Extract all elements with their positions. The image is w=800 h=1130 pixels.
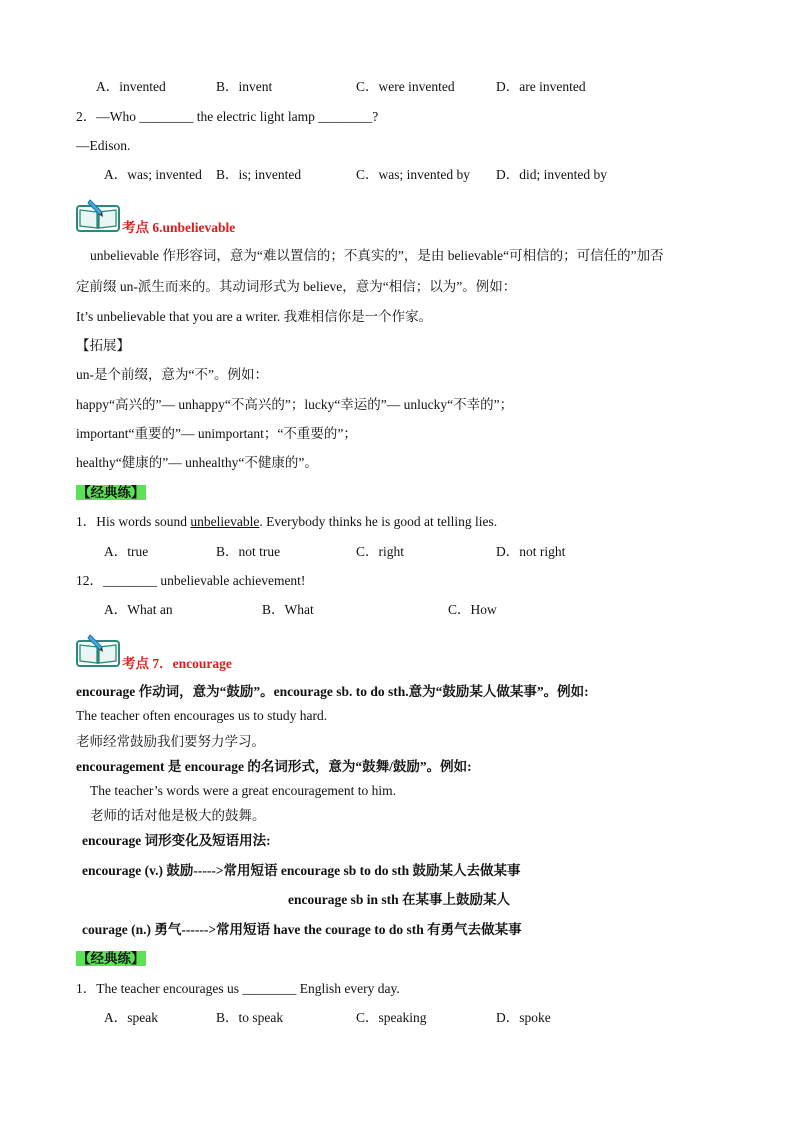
- question-stem: 1．The teacher encourages us ________ English every day.: [76, 981, 400, 996]
- option-b: B．What: [262, 602, 314, 617]
- option-d: D．did; invented by: [496, 167, 607, 182]
- drill-tag: 【经典练】: [77, 485, 145, 500]
- option-b: B．invent: [216, 79, 273, 94]
- paragraph-line: 定前缀 un-派生而来的。其动词形式为 believe，意为“相信；以为”。例如：: [76, 279, 517, 294]
- option-d: D．not right: [496, 544, 566, 559]
- usage-line: encourage (v.) 鼓励----->常用短语 encourage sb to do sth 鼓励某人去做某事: [82, 863, 521, 878]
- question-stem: 2．—Who ________ the electric light lamp ________?: [76, 109, 379, 124]
- example-sentence: The teacher’s words were a great encouragement to him.: [90, 783, 396, 798]
- definition-line: encourage 作动词，意为“鼓励”。encourage sb. to do sth.意为“鼓励某人做某事”。例如:: [76, 684, 589, 699]
- option-a: A．invented: [96, 79, 166, 94]
- option-d: D．spoke: [496, 1010, 551, 1025]
- extension-line: happy“高兴的”— unhappy“不高兴的”；lucky“幸运的”— unlucky“不幸的”；: [76, 397, 514, 412]
- usage-line: encourage sb in sth 在某事上鼓励某人: [288, 892, 511, 907]
- extension-line: healthy“健康的”— unhealthy“不健康的”。: [76, 455, 318, 470]
- extension-line: un-是个前缀，意为“不”。例如：: [76, 367, 268, 382]
- option-a: A．was; invented: [104, 167, 202, 182]
- book-pencil-icon: [76, 198, 120, 232]
- question-answer: —Edison.: [76, 138, 131, 153]
- option-c: C．speaking: [356, 1010, 427, 1025]
- option-c: C．How: [448, 602, 497, 617]
- drill-heading: [76, 484, 146, 502]
- option-c: C．was; invented by: [356, 167, 470, 182]
- option-b: B．to speak: [216, 1010, 284, 1025]
- example-sentence: The teacher often encourages us to study hard.: [76, 708, 328, 723]
- extension-line: important“重要的”— unimportant；“不重要的”；: [76, 426, 357, 441]
- option-a: A．true: [104, 544, 149, 559]
- option-a: A．speak: [104, 1010, 158, 1025]
- book-pencil-icon: [76, 633, 120, 667]
- option-b: B．is; invented: [216, 167, 302, 182]
- option-a: A．What an: [104, 602, 173, 617]
- question-stem: 12．________ unbelievable achievement!: [76, 573, 306, 588]
- section-title: 考点 7．encourage: [122, 656, 232, 671]
- extension-heading: 【拓展】: [76, 338, 130, 353]
- option-c: C．were invented: [356, 79, 455, 94]
- question-stem: [76, 513, 497, 531]
- drill-heading: [76, 950, 146, 968]
- option-c: C．right: [356, 544, 405, 559]
- paragraph-line: unbelievable 作形容词，意为“难以置信的；不真实的”，是由 believable“可相信的；可信任的”加否: [90, 248, 664, 263]
- usage-heading: encourage 词形变化及短语用法:: [82, 833, 271, 848]
- question-prefix: 1．His words sound: [76, 514, 191, 529]
- question-suffix: . Everybody thinks he is good at telling lies.: [259, 514, 498, 529]
- example-sentence: It’s unbelievable that you are a writer. 我难相信你是一个作家。: [76, 309, 433, 324]
- drill-tag: 【经典练】: [77, 951, 145, 966]
- example-translation: 老师经常鼓励我们要努力学习。: [76, 734, 265, 749]
- example-translation: 老师的话对他是极大的鼓舞。: [90, 808, 266, 823]
- usage-line: courage (n.) 勇气------>常用短语 have the courage to do sth 有勇气去做某事: [82, 922, 522, 937]
- underlined-word: unbelievable: [190, 514, 260, 529]
- definition-line: encouragement 是 encourage 的名词形式，意为“鼓舞/鼓励”。例如:: [76, 759, 472, 774]
- option-b: B．not true: [216, 544, 281, 559]
- section-title: 考点 6.unbelievable: [122, 220, 236, 235]
- option-d: D．are invented: [496, 79, 586, 94]
